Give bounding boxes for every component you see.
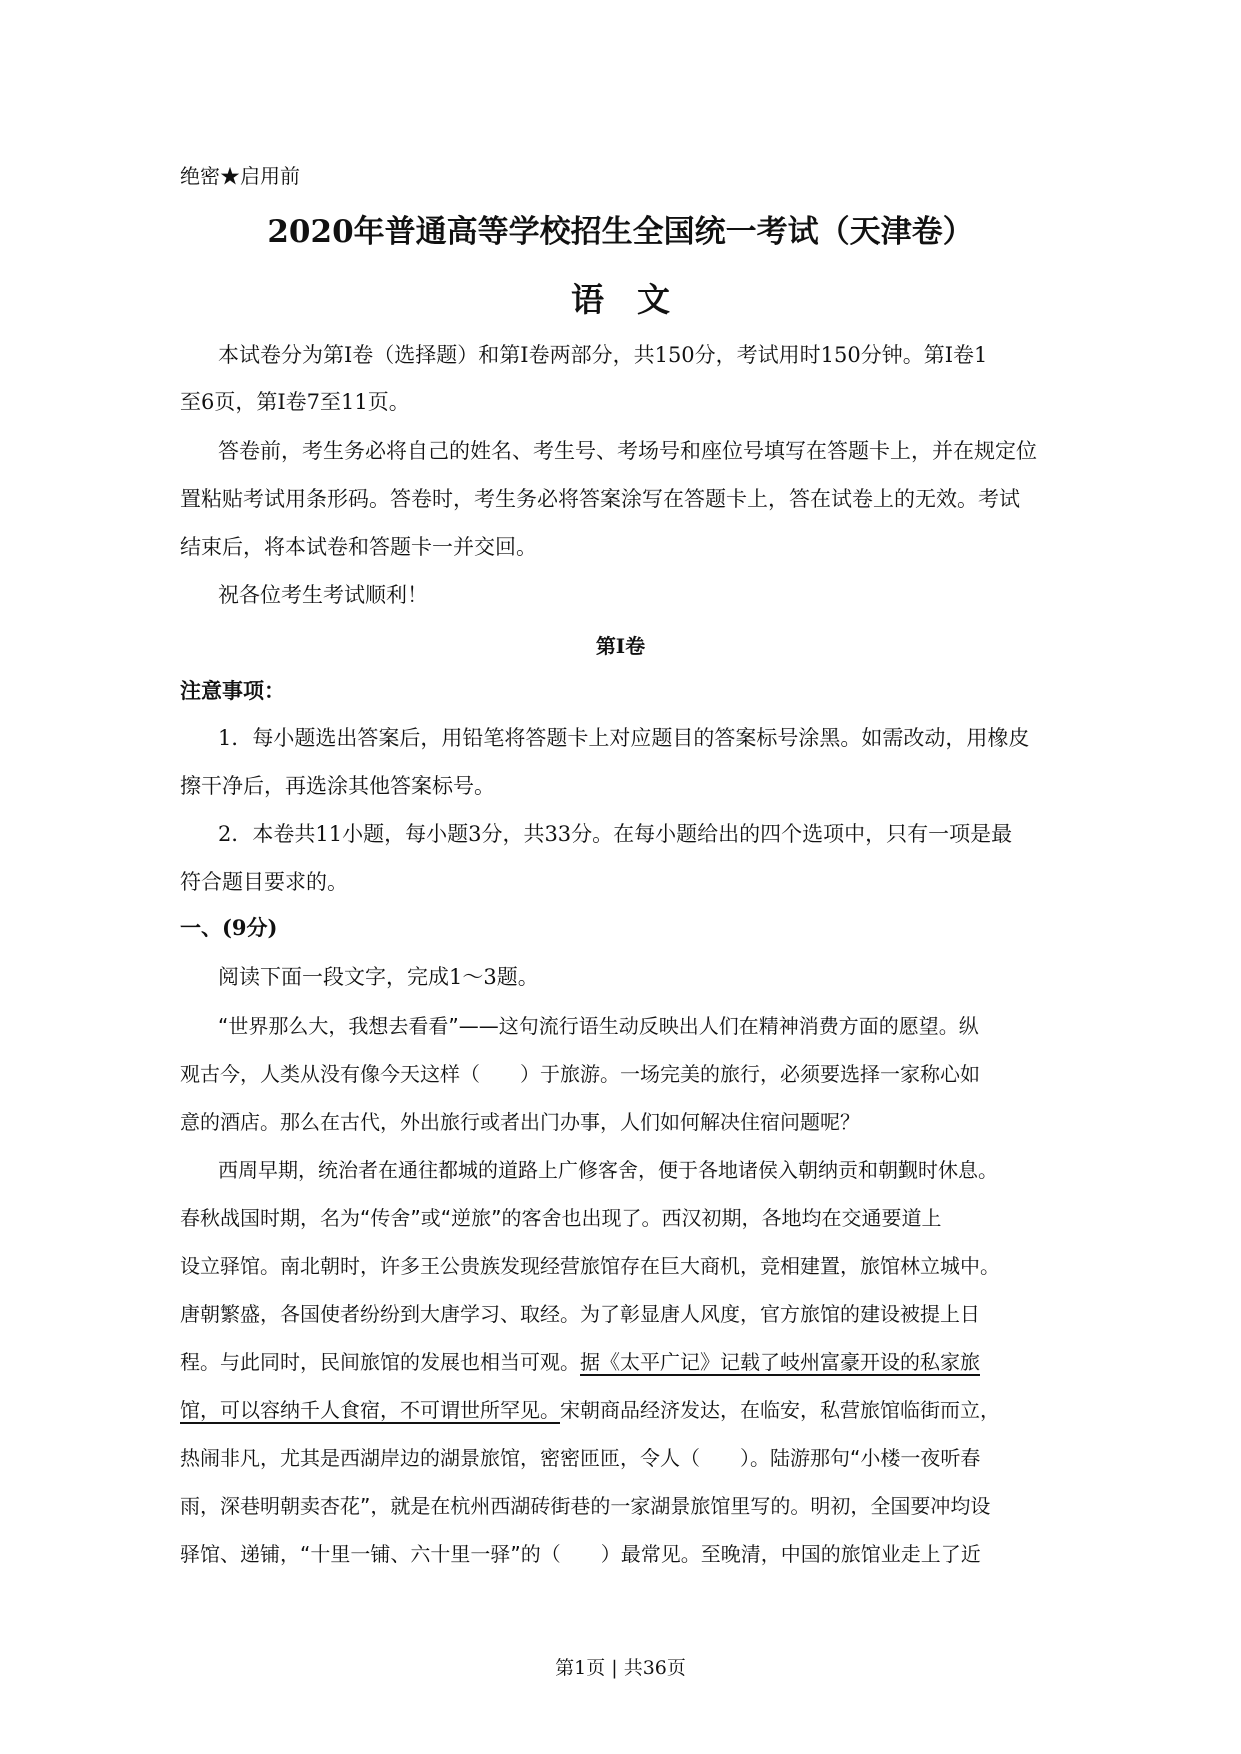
page-footer: 第1页 | 共36页 [555, 1657, 686, 1679]
notice-1-line-1: 1．每小题选出答案后，用铅笔将答题卡上对应题目的答案标号涂黑。如需改动，用橡皮 [218, 726, 1030, 750]
intro-paragraph-2-line-3: 结束后，将本试卷和答题卡一并交回。 [180, 535, 537, 559]
notice-1-line-2: 擦干净后，再选涂其他答案标号。 [180, 774, 495, 798]
underlined-sentence-part-2: 馆，可以容纳千人食宿，不可谓世所罕见。 [180, 1398, 560, 1422]
passage-line-5: 春秋战国时期，名为“传舍”或“逆旅”的客舍也出现了。西汉初期，各地均在交通要道上 [180, 1206, 942, 1230]
part-one-instruction: 阅读下面一段文字，完成1～3题。 [218, 965, 539, 989]
subject-title: 语 文 [571, 280, 670, 319]
exam-title: 2020年普通高等学校招生全国统一考试（天津卷） [267, 214, 974, 250]
passage-line-12: 驿馆、递铺，“十里一铺、六十里一驿”的（ ）最常见。至晚清，中国的旅馆业走上了近 [180, 1542, 981, 1566]
confidential-mark: 绝密★启用前 [180, 164, 300, 188]
passage-line-3: 意的酒店。那么在古代，外出旅行或者出门办事，人们如何解决住宿问题呢？ [180, 1110, 860, 1134]
intro-paragraph-2-line-1: 答卷前，考生务必将自己的姓名、考生号、考场号和座位号填写在答题卡上，并在规定位 [218, 439, 1037, 463]
intro-good-luck: 祝各位考生考试顺利！ [218, 583, 428, 607]
passage-line-8-plain: 程。与此同时，民间旅馆的发展也相当可观。 [180, 1350, 580, 1374]
passage-line-9-plain: 宋朝商品经济发达，在临安，私营旅馆临街而立， [560, 1398, 1000, 1422]
passage-line-10: 热闹非凡，尤其是西湖岸边的湖景旅馆，密密匝匝，令人（ ）。陆游那句“小楼一夜听春 [180, 1446, 981, 1470]
passage-line-6: 设立驿馆。南北朝时，许多王公贵族发现经营旅馆存在巨大商机，竞相建置，旅馆林立城中。 [180, 1254, 1000, 1278]
passage-line-9 [180, 1395, 1000, 1425]
passage-line-4: 西周早期，统治者在通往都城的道路上广修客舍，便于各地诸侯入朝纳贡和朝觐时休息。 [218, 1158, 998, 1182]
notice-2-line-1: 2．本卷共11小题，每小题3分，共33分。在每小题给出的四个选项中，只有一项是最 [218, 822, 1013, 846]
intro-paragraph-1-line-1: 本试卷分为第I卷（选择题）和第I卷两部分，共150分，考试用时150分钟。第I卷1 [218, 343, 988, 367]
section-heading: 第I卷 [595, 634, 646, 658]
notice-2-line-2: 符合题目要求的。 [180, 870, 348, 894]
passage-line-1: “世界那么大，我想去看看”——这句流行语生动反映出人们在精神消费方面的愿望。纵 [218, 1014, 979, 1038]
part-one-label: 一、(9分) [180, 915, 278, 940]
passage-line-11: 雨，深巷明朝卖杏花”，就是在杭州西湖砖街巷的一家湖景旅馆里写的。明初，全国要冲均设 [180, 1494, 991, 1518]
passage-line-8 [180, 1347, 980, 1377]
passage-line-7: 唐朝繁盛，各国使者纷纷到大唐学习、取经。为了彰显唐人风度，官方旅馆的建设被提上日 [180, 1302, 980, 1326]
passage-line-2: 观古今，人类从没有像今天这样（ ）于旅游。一场完美的旅行，必须要选择一家称心如 [180, 1062, 980, 1086]
intro-paragraph-1-line-2: 至6页，第I卷7至11页。 [180, 390, 410, 414]
notice-label: 注意事项： [180, 678, 285, 703]
intro-paragraph-2-line-2: 置粘贴考试用条形码。答卷时，考生务必将答案涂写在答题卡上，答在试卷上的无效。考试 [180, 487, 1020, 511]
underlined-sentence-part-1: 据《太平广记》记载了岐州富豪开设的私家旅 [580, 1350, 980, 1374]
